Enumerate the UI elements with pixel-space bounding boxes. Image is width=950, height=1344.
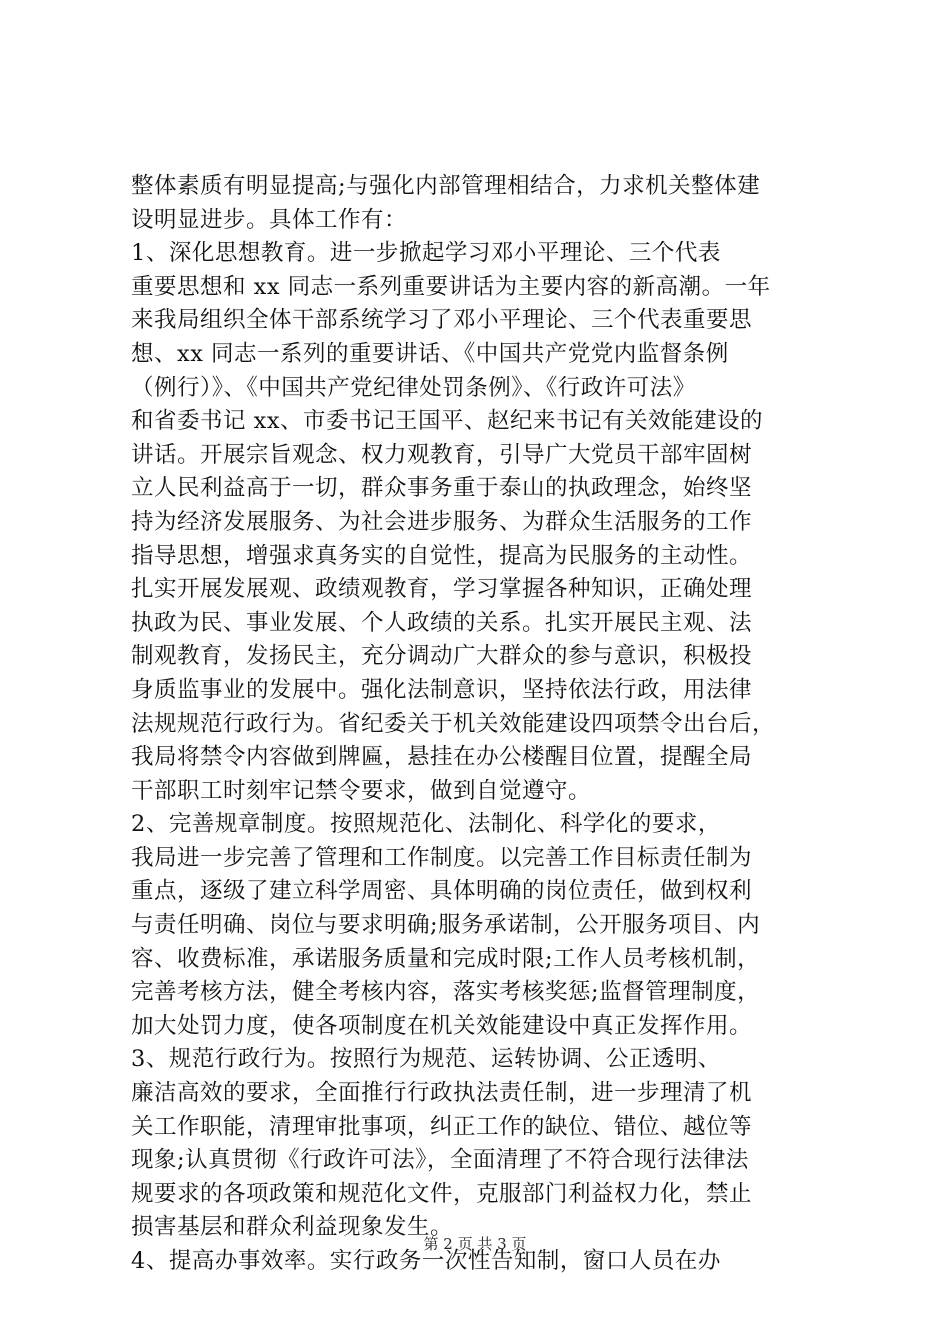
- text-line: 2、完善规章制度。按照规范化、法制化、科学化的要求，: [131, 811, 721, 838]
- text-line: 来我局组织全体干部系统学习了邓小平理论、三个代表重要思: [131, 307, 753, 334]
- text-line: 容、收费标准，承诺服务质量和完成时限;工作人员考核机制，: [131, 945, 761, 972]
- text-line: 加大处罚力度，使各项制度在机关效能建设中真正发挥作用。: [131, 1012, 753, 1039]
- text-line: 与责任明确、岗位与要求明确;服务承诺制，公开服务项目、内: [131, 912, 761, 939]
- text-line: 设明显进步。具体工作有：: [131, 206, 408, 233]
- text-line: 指导思想，增强求真务实的自觉性，提高为民服务的主动性。: [131, 542, 753, 569]
- text-line: 4、提高办事效率。实行政务一次性告知制，窗口人员在办: [131, 1248, 721, 1274]
- text-line: 我局进一步完善了管理和工作制度。以完善工作目标责任制为: [131, 844, 753, 871]
- text-line: 立人民利益高于一切，群众事务重于泰山的执政理念，始终坚: [131, 475, 753, 502]
- text-line: 损害基层和群众利益现象发生。: [131, 1214, 454, 1241]
- text-line: 我局将禁令内容做到牌匾，悬挂在办公楼醒目位置，提醒全局: [131, 744, 753, 771]
- text-line: 法规规范行政行为。省纪委关于机关效能建设四项禁令出台后，: [131, 710, 776, 737]
- text-line: 关工作职能，清理审批事项，纠正工作的缺位、错位、越位等: [131, 1113, 753, 1140]
- text-line: 干部职工时刻牢记禁令要求，做到自觉遵守。: [131, 777, 592, 804]
- text-line: 执政为民、事业发展、个人政绩的关系。扎实开展民主观、法: [131, 609, 753, 636]
- text-line: 讲话。开展宗旨观念、权力观教育，引导广大党员干部牢固树: [131, 441, 753, 468]
- text-line: 扎实开展发展观、政绩观教育，学习掌握各种知识，正确处理: [131, 576, 753, 603]
- body-text: [131, 170, 831, 1279]
- text-line: 重点，逐级了建立科学周密、具体明确的岗位责任，做到权利: [131, 878, 753, 905]
- text-line: 1、深化思想教育。进一步掀起学习邓小平理论、三个代表: [131, 240, 721, 267]
- page-footer: 第 2 页 共 3 页: [423, 1235, 527, 1253]
- text-line: 规要求的各项政策和规范化文件，克服部门利益权力化，禁止: [131, 1180, 753, 1207]
- text-line: 整体素质有明显提高;与强化内部管理相结合，力求机关整体建: [131, 173, 761, 199]
- text-line: 重要思想和 xx 同志一系列重要讲话为主要内容的新高潮。一年: [131, 273, 771, 300]
- text-line: （例行）》、《中国共产党纪律处罚条例》、《行政许可法》: [131, 374, 696, 401]
- text-line: 廉洁高效的要求，全面推行行政执法责任制，进一步理清了机: [131, 1080, 753, 1107]
- text-line: 身质监事业的发展中。强化法制意识，坚持依法行政，用法律: [131, 676, 753, 703]
- text-line: 现象;认真贯彻《行政许可法》，全面清理了不符合现行法律法: [131, 1147, 749, 1174]
- text-line: 和省委书记 xx、市委书记王国平、赵纪来书记有关效能建设的: [131, 408, 764, 435]
- text-line: 想、xx 同志一系列的重要讲话、《中国共产党党内监督条例: [131, 340, 729, 367]
- text-line: 完善考核方法，健全考核内容，落实考核奖惩;监督管理制度，: [131, 979, 761, 1006]
- text-line: 3、规范行政行为。按照行为规范、运转协调、公正透明、: [131, 1046, 721, 1073]
- text-line: 制观教育，发扬民主，充分调动广大群众的参与意识，积极投: [131, 643, 753, 670]
- text-line: 持为经济发展服务、为社会进步服务、为群众生活服务的工作: [131, 508, 753, 535]
